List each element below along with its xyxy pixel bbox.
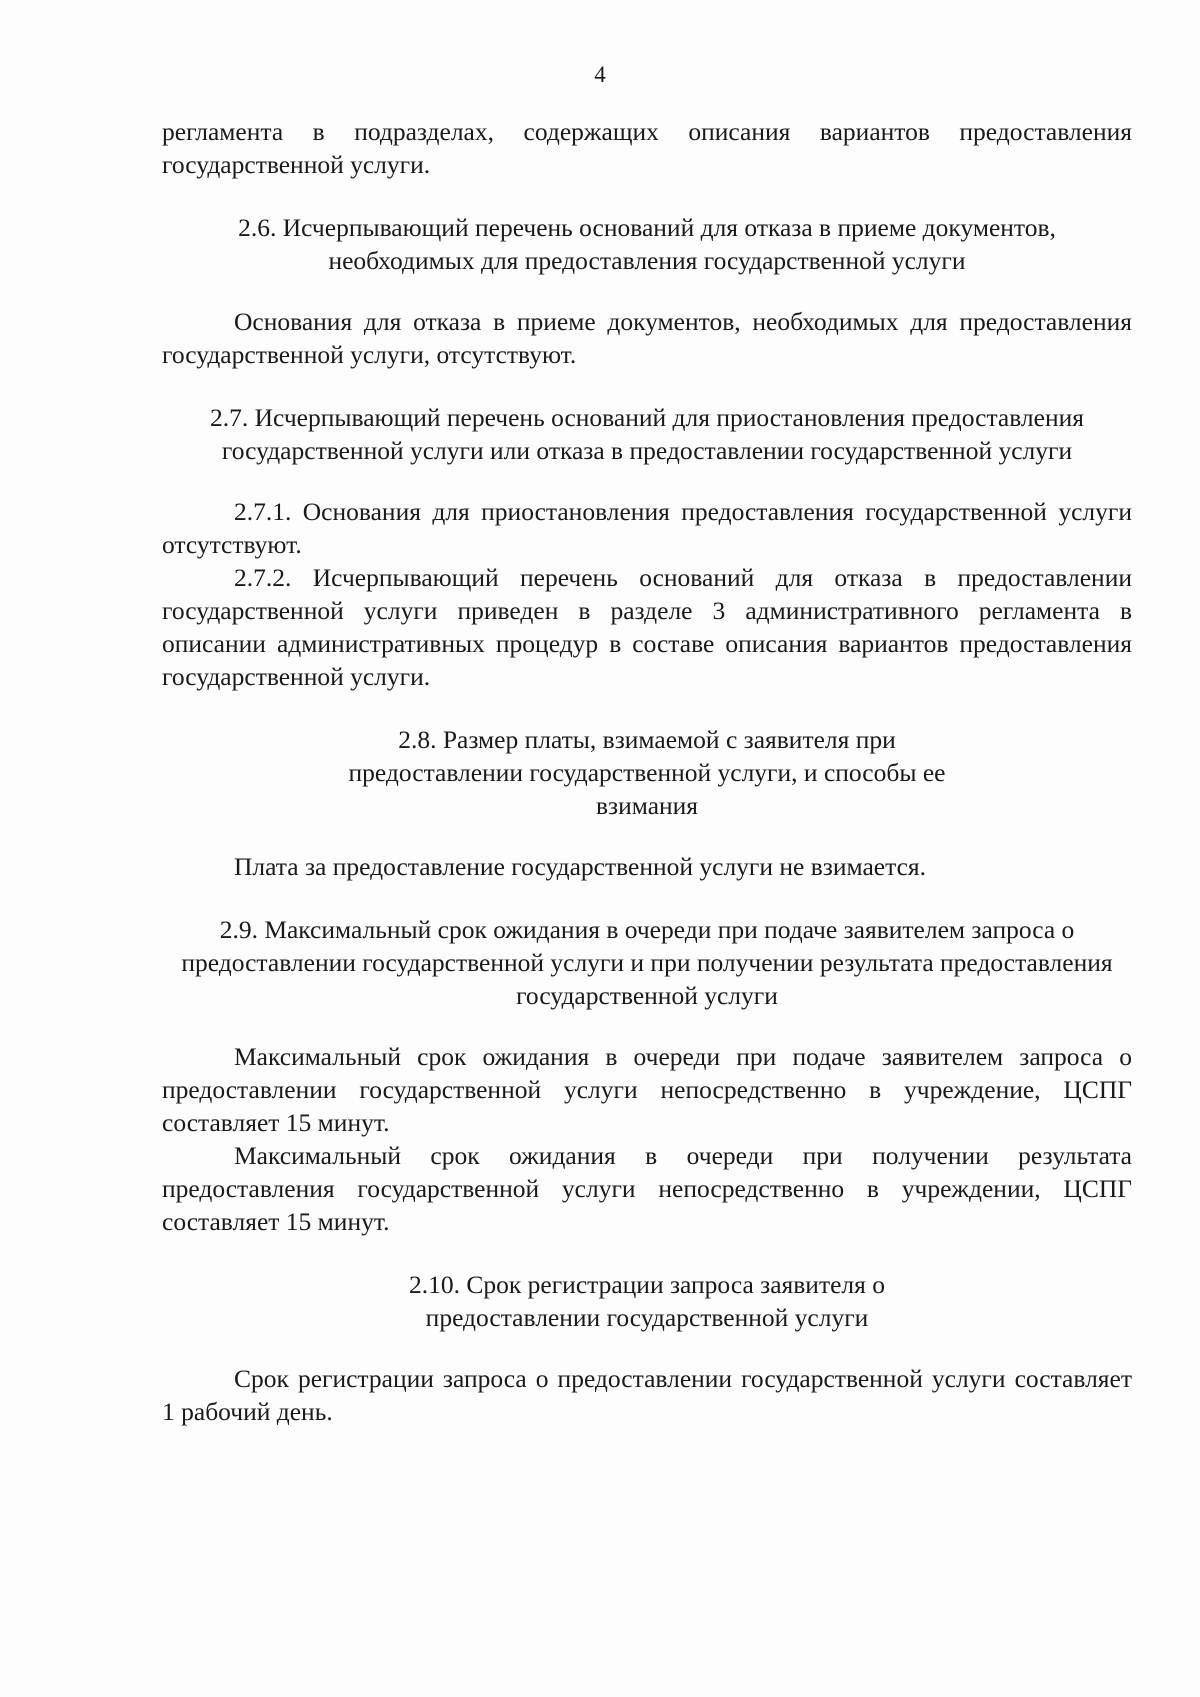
paragraph-2-10: Срок регистрации запроса о предоставлении государственной услуги составляет 1 рабочий день.	[162, 1364, 1132, 1426]
page-number: 4	[594, 62, 606, 87]
section-heading-2-6: 2.6. Исчерпывающий перечень оснований для отказа в приеме документов, необходимых для предоставления государственной услуги	[238, 213, 1056, 275]
document-body	[162, 115, 1132, 1428]
paragraph-2-8: Плата за предоставление государственной услуги не взимается.	[234, 852, 926, 881]
paragraph-continuation: регламента в подразделах, содержащих описания вариантов предоставления государственной услуги.	[162, 117, 1132, 179]
section-heading-2-7: 2.7. Исчерпывающий перечень оснований для приостановления предоставления государственной услуги или отказа в предоставлении государственной услуги	[210, 403, 1084, 465]
section-heading-2-8: 2.8. Размер платы, взимаемой с заявителя при предоставлении государственной услуги, и способы ее взимания	[348, 725, 946, 820]
section-heading-2-9: 2.9. Максимальный срок ожидания в очереди при подаче заявителем запроса о предоставлении государственной услуги и при получении результата предоставления государственной услуги	[181, 915, 1113, 1010]
paragraph-2-9-queue-result: Максимальный срок ожидания в очереди при получении результата предоставления государственной услуги непосредственно в учреждении, ЦСПГ составляет 15 минут.	[162, 1141, 1132, 1236]
paragraph-2-9-queue-submission: Максимальный срок ожидания в очереди при подаче заявителем запроса о предоставлении государственной услуги непосредственно в учреждение, ЦСПГ составляет 15 минут.	[162, 1042, 1132, 1137]
section-heading-2-10: 2.10. Срок регистрации запроса заявителя о предоставлении государственной услуги	[409, 1270, 885, 1332]
paragraph-2-7-1: 2.7.1. Основания для приостановления предоставления государственной услуги отсутствуют.	[162, 497, 1132, 559]
paragraph-2-7-2: 2.7.2. Исчерпывающий перечень оснований для отказа в предоставлении государственной услуги приведен в разделе 3 административного регламента в описании административных процедур в составе описания вариантов предоставления государственной услуги.	[162, 563, 1132, 691]
paragraph-2-6: Основания для отказа в приеме документов, необходимых для предоставления государственной услуги, отсутствуют.	[162, 307, 1132, 369]
